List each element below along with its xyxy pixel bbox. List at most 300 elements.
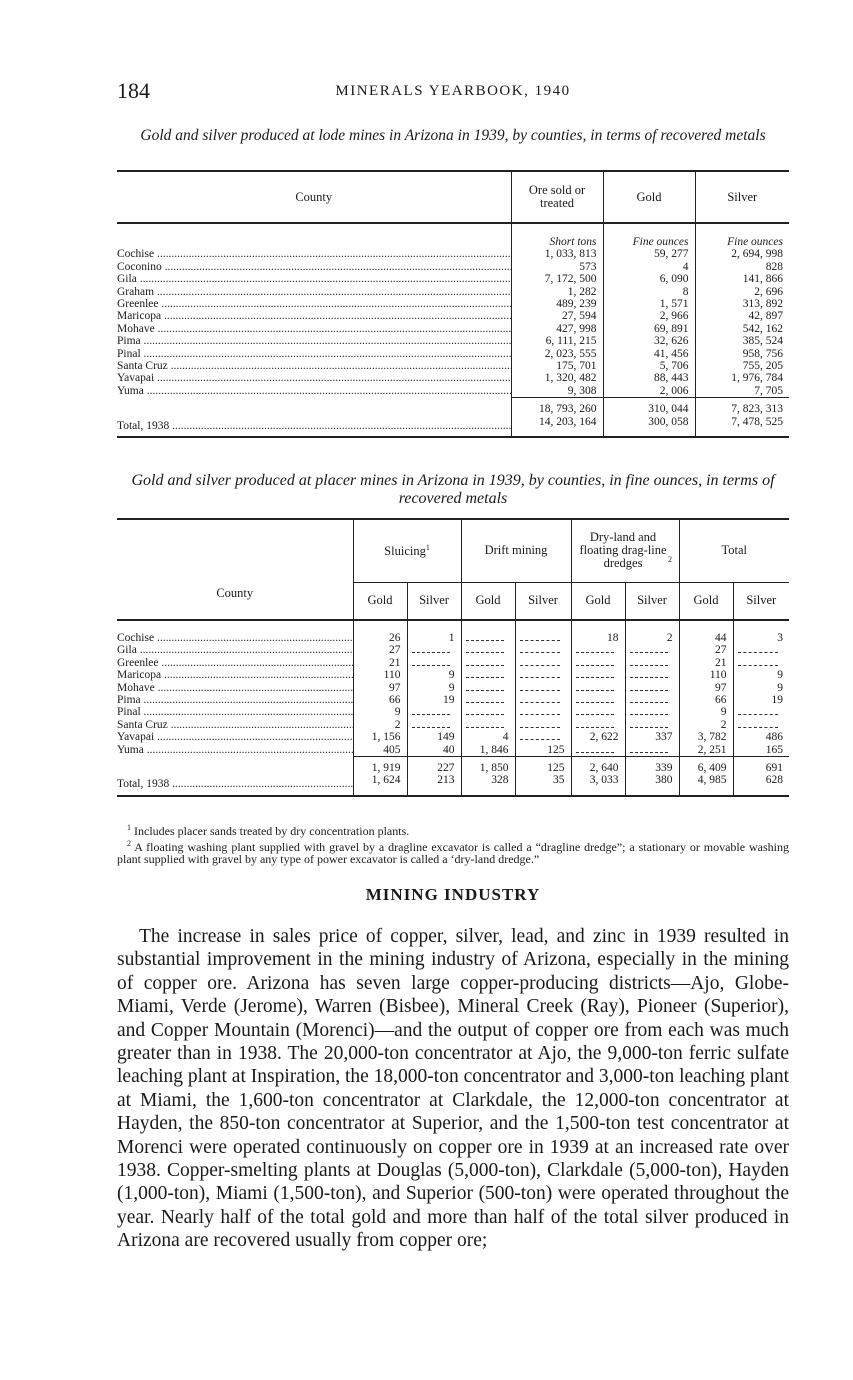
col-silver: Silver bbox=[695, 171, 789, 223]
table-row bbox=[117, 706, 789, 718]
county-cell bbox=[117, 286, 511, 298]
county-cell bbox=[117, 682, 353, 694]
total-1938-value-cell: 628 bbox=[733, 774, 789, 795]
value-cell: 27 bbox=[353, 644, 407, 656]
value-cell bbox=[571, 744, 625, 757]
table2-caption: Gold and silver produced at placer mines in Arizona in 1939, by counties, in fine ounces, in terms of recovered metals bbox=[131, 472, 775, 507]
value-cell bbox=[461, 706, 515, 718]
value-cell: 97 bbox=[679, 682, 733, 694]
total-1938-value-cell: 3, 033 bbox=[571, 774, 625, 795]
value-cell bbox=[461, 644, 515, 656]
subheader-gold: Gold bbox=[353, 582, 407, 620]
county-cell bbox=[117, 310, 511, 322]
total-1938-value-cell: 213 bbox=[407, 774, 461, 795]
gold-cell: 88, 443 bbox=[603, 372, 695, 384]
value-cell bbox=[571, 706, 625, 718]
total-1938-value-cell: 4, 985 bbox=[679, 774, 733, 795]
empty-dash bbox=[630, 694, 668, 703]
gold-cell: 41, 456 bbox=[603, 348, 695, 360]
total-1938-value-cell: 1, 624 bbox=[353, 774, 407, 795]
county-name: Gila ..... bbox=[117, 273, 511, 285]
value-cell: 66 bbox=[353, 694, 407, 706]
total-1938-value-cell: 380 bbox=[625, 774, 679, 795]
ore-cell: 2, 023, 555 bbox=[511, 348, 603, 360]
empty-dash bbox=[576, 657, 614, 666]
county-name: Mohave ..... bbox=[117, 323, 511, 335]
county-cell bbox=[117, 372, 511, 384]
lode-table-body bbox=[117, 223, 789, 437]
table-row bbox=[117, 657, 789, 669]
county-cell bbox=[117, 323, 511, 335]
county-name: Maricopa ..... bbox=[117, 669, 353, 681]
spacer-cell bbox=[515, 620, 571, 632]
value-cell: 19 bbox=[733, 694, 789, 706]
total-1938-value-cell: 35 bbox=[515, 774, 571, 795]
empty-dash bbox=[630, 644, 668, 653]
value-cell: 18 bbox=[571, 632, 625, 644]
county-cell bbox=[117, 694, 353, 706]
empty-dash bbox=[412, 706, 450, 715]
total-1938-label: Total, 1938 ..... bbox=[117, 420, 511, 432]
spacer-cell bbox=[461, 620, 515, 632]
subheader-gold: Gold bbox=[679, 582, 733, 620]
gold-cell: 2, 006 bbox=[603, 385, 695, 398]
value-cell: 3, 782 bbox=[679, 731, 733, 743]
table-row bbox=[117, 632, 789, 644]
value-cell: 19 bbox=[407, 694, 461, 706]
value-cell bbox=[571, 657, 625, 669]
silver-cell: 542, 162 bbox=[695, 323, 789, 335]
gold-cell: 1, 571 bbox=[603, 298, 695, 310]
value-cell bbox=[407, 657, 461, 669]
footnote-1-mark: 1 bbox=[127, 823, 131, 832]
total-1938-label: Total, 1938 ..... bbox=[117, 778, 353, 790]
value-cell bbox=[625, 706, 679, 718]
county-name: Pima ..... bbox=[117, 335, 511, 347]
value-cell bbox=[515, 682, 571, 694]
spacer-cell bbox=[407, 620, 461, 632]
total-silver-cell: 7, 823, 313 bbox=[695, 398, 789, 416]
empty-dash bbox=[520, 669, 559, 678]
subheader-silver: Silver bbox=[515, 582, 571, 620]
empty-dash bbox=[520, 657, 559, 666]
county-name: Pinal ..... bbox=[117, 706, 353, 718]
total-value-cell: 1, 919 bbox=[353, 757, 407, 775]
table1-caption: Gold and silver produced at lode mines in Arizona in 1939, by counties, in terms of recovered metals bbox=[140, 127, 766, 144]
empty-dash bbox=[576, 706, 614, 715]
county-name: Santa Cruz ..... bbox=[117, 719, 353, 731]
empty-dash bbox=[576, 694, 614, 703]
spacer-cell bbox=[353, 620, 407, 632]
value-cell: 4 bbox=[461, 731, 515, 743]
group-dredges-label: Dry-land and floating drag-line dredges bbox=[579, 530, 667, 571]
value-cell: 337 bbox=[625, 731, 679, 743]
placer-col-county: County bbox=[117, 519, 353, 620]
county-name: Graham ..... bbox=[117, 286, 511, 298]
value-cell bbox=[515, 719, 571, 731]
placer-mines-table bbox=[117, 518, 789, 797]
ore-cell: 1, 320, 482 bbox=[511, 372, 603, 384]
empty-dash bbox=[466, 682, 504, 691]
total-value-cell: 2, 640 bbox=[571, 757, 625, 775]
table-row bbox=[117, 348, 789, 360]
value-cell: 44 bbox=[679, 632, 733, 644]
group-dredges bbox=[571, 519, 679, 582]
county-cell bbox=[117, 348, 511, 360]
total-value-cell: 339 bbox=[625, 757, 679, 775]
silver-cell: 385, 524 bbox=[695, 335, 789, 347]
value-cell: 9 bbox=[679, 706, 733, 718]
footnote-1 bbox=[117, 822, 789, 838]
gold-cell: 32, 626 bbox=[603, 335, 695, 347]
total-1938-ore-cell: 14, 203, 164 bbox=[511, 416, 603, 437]
empty-dash bbox=[520, 719, 559, 728]
empty-dash bbox=[630, 744, 668, 753]
silver-cell: 1, 976, 784 bbox=[695, 372, 789, 384]
col-gold: Gold bbox=[603, 171, 695, 223]
total-value-cell: 227 bbox=[407, 757, 461, 775]
silver-cell: 7, 705 bbox=[695, 385, 789, 398]
value-cell: 21 bbox=[679, 657, 733, 669]
county-name: Pinal ..... bbox=[117, 348, 511, 360]
county-name: Cochise ..... bbox=[117, 632, 353, 644]
col-ore: Ore sold or treated bbox=[511, 171, 603, 223]
value-cell: 2 bbox=[679, 719, 733, 731]
ore-cell: 9, 308 bbox=[511, 385, 603, 398]
table-row bbox=[117, 310, 789, 322]
value-cell: 110 bbox=[353, 669, 407, 681]
gold-cell: 2, 966 bbox=[603, 310, 695, 322]
value-cell: 26 bbox=[353, 632, 407, 644]
group-sluicing bbox=[353, 519, 461, 582]
empty-dash bbox=[630, 682, 668, 691]
county-cell bbox=[117, 657, 353, 669]
empty-dash bbox=[576, 644, 614, 653]
subheader-gold: Gold bbox=[571, 582, 625, 620]
empty-dash bbox=[630, 669, 668, 678]
empty-dash bbox=[520, 694, 559, 703]
county-cell bbox=[117, 248, 511, 260]
group-sluicing-label: Sluicing bbox=[384, 543, 426, 558]
value-cell: 9 bbox=[733, 669, 789, 681]
col-county: County bbox=[117, 171, 511, 223]
value-cell bbox=[515, 731, 571, 743]
value-cell: 165 bbox=[733, 744, 789, 757]
footnotes bbox=[117, 822, 789, 866]
value-cell bbox=[515, 694, 571, 706]
table-row bbox=[117, 273, 789, 285]
table-row bbox=[117, 286, 789, 298]
table-row bbox=[117, 644, 789, 656]
total-1938-silver-cell: 7, 478, 525 bbox=[695, 416, 789, 437]
value-cell: 9 bbox=[407, 682, 461, 694]
county-cell bbox=[117, 360, 511, 372]
empty-dash bbox=[466, 669, 504, 678]
subheader-silver: Silver bbox=[733, 582, 789, 620]
empty-dash bbox=[520, 644, 559, 653]
total-gold-cell: 310, 044 bbox=[603, 398, 695, 416]
county-name: Mohave ..... bbox=[117, 682, 353, 694]
total-value-cell: 6, 409 bbox=[679, 757, 733, 775]
ore-cell: 573 bbox=[511, 261, 603, 273]
unit-silver: Fine ounces bbox=[695, 223, 789, 248]
silver-cell: 755, 205 bbox=[695, 360, 789, 372]
empty-dash bbox=[520, 731, 559, 740]
value-cell: 2 bbox=[625, 632, 679, 644]
footnote-1-text: Includes placer sands treated by dry concentration plants. bbox=[134, 824, 410, 838]
value-cell bbox=[625, 644, 679, 656]
empty-dash bbox=[738, 719, 778, 728]
total-label-blank bbox=[117, 398, 511, 416]
empty-dash bbox=[576, 682, 614, 691]
silver-cell: 828 bbox=[695, 261, 789, 273]
value-cell: 27 bbox=[679, 644, 733, 656]
value-cell bbox=[515, 669, 571, 681]
value-cell bbox=[461, 694, 515, 706]
empty-dash bbox=[576, 719, 614, 728]
total-value-cell: 125 bbox=[515, 757, 571, 775]
total-value-cell: 1, 850 bbox=[461, 757, 515, 775]
value-cell bbox=[515, 706, 571, 718]
empty-dash bbox=[630, 657, 668, 666]
value-cell: 21 bbox=[353, 657, 407, 669]
table-row bbox=[117, 261, 789, 273]
value-cell bbox=[461, 682, 515, 694]
county-cell bbox=[117, 706, 353, 718]
value-cell: 2, 251 bbox=[679, 744, 733, 757]
value-cell: 9 bbox=[733, 682, 789, 694]
value-cell bbox=[571, 644, 625, 656]
county-cell bbox=[117, 731, 353, 743]
placer-table-body bbox=[117, 620, 789, 796]
table-row bbox=[117, 385, 789, 398]
value-cell bbox=[515, 657, 571, 669]
table-row bbox=[117, 694, 789, 706]
value-cell: 1 bbox=[407, 632, 461, 644]
empty-dash bbox=[412, 657, 450, 666]
value-cell bbox=[407, 706, 461, 718]
table-row bbox=[117, 372, 789, 384]
gold-cell: 8 bbox=[603, 286, 695, 298]
empty-dash bbox=[630, 706, 668, 715]
table-row bbox=[117, 669, 789, 681]
value-cell bbox=[461, 632, 515, 644]
county-name: Maricopa ..... bbox=[117, 310, 511, 322]
value-cell bbox=[733, 719, 789, 731]
lode-mines-table bbox=[117, 170, 789, 438]
footnote-ref-1: 1 bbox=[425, 542, 430, 552]
body-paragraph: The increase in sales price of copper, silver, lead, and zinc in 1939 resulted in substantial improvement in the mining industry of Arizona, especially in the mining of copper ore. Arizona has seven large copper-producing districts—Ajo, Globe-Miami, Verde (Jerome), Warren (Bisbee), Mineral Creek (Ray), Pioneer (Superior), and Copper Mountain (Morenci)—and the output of copper ore from each was much greater than in 1938. The 20,000-ton concentrator at Ajo, the 9,000-ton ferric sulfate leaching plant at Inspiration, the 18,000-ton concentrator and 3,000-ton leaching plant at Miami, the 1,600-ton concentrator at Clarkdale, the 12,000-ton concentrator at Hayden, the 850-ton concentrator at Superior, and the 1,500-ton test concentrator at Morenci were operated continuously on copper ore in 1939 at an increased rate over 1938. Copper-smelting plants at Douglas (5,000-ton), Clarkdale (5,000-ton), Hayden (1,000-ton), Miami (1,500-ton), and Superior (500-ton) were operated throughout the year. Nearly half of the total gold and more than half of the total silver produced in Arizona are recovered usually from copper ore; bbox=[117, 926, 790, 1252]
total-ore-cell: 18, 793, 260 bbox=[511, 398, 603, 416]
value-cell bbox=[571, 669, 625, 681]
county-cell bbox=[117, 273, 511, 285]
spacer-cell bbox=[625, 620, 679, 632]
county-cell bbox=[117, 669, 353, 681]
subheader-silver: Silver bbox=[625, 582, 679, 620]
empty-dash bbox=[466, 719, 504, 728]
county-name: Gila ..... bbox=[117, 644, 353, 656]
spacer-cell bbox=[117, 620, 353, 632]
value-cell: 66 bbox=[679, 694, 733, 706]
value-cell bbox=[733, 657, 789, 669]
county-name: Yavapai ..... bbox=[117, 372, 511, 384]
value-cell: 125 bbox=[515, 744, 571, 757]
value-cell bbox=[625, 682, 679, 694]
value-cell bbox=[407, 644, 461, 656]
section-title: MINING INDUSTRY bbox=[365, 885, 541, 904]
county-name: Yuma ..... bbox=[117, 744, 353, 756]
table-row bbox=[117, 298, 789, 310]
value-cell: 1, 156 bbox=[353, 731, 407, 743]
group-drift: Drift mining bbox=[461, 519, 571, 582]
empty-dash bbox=[412, 719, 450, 728]
table-row bbox=[117, 323, 789, 335]
ore-cell: 1, 282 bbox=[511, 286, 603, 298]
running-head: MINERALS YEARBOOK, 1940 bbox=[335, 83, 571, 99]
county-cell bbox=[117, 335, 511, 347]
value-cell bbox=[461, 657, 515, 669]
table-row bbox=[117, 360, 789, 372]
footnote-2 bbox=[117, 838, 789, 866]
value-cell bbox=[733, 644, 789, 656]
footnote-2-mark: 2 bbox=[127, 838, 131, 848]
table-row bbox=[117, 248, 789, 260]
unit-ore: Short tons bbox=[511, 223, 603, 248]
silver-cell: 958, 756 bbox=[695, 348, 789, 360]
silver-cell: 2, 694, 998 bbox=[695, 248, 789, 260]
gold-cell: 6, 090 bbox=[603, 273, 695, 285]
subheader-gold: Gold bbox=[461, 582, 515, 620]
value-cell bbox=[515, 644, 571, 656]
silver-cell: 313, 892 bbox=[695, 298, 789, 310]
county-name: Pima ..... bbox=[117, 694, 353, 706]
table-row bbox=[117, 682, 789, 694]
total-label-blank bbox=[117, 757, 353, 775]
group-total: Total bbox=[679, 519, 789, 582]
total-row bbox=[117, 398, 789, 416]
value-cell bbox=[407, 719, 461, 731]
value-cell: 486 bbox=[733, 731, 789, 743]
value-cell: 149 bbox=[407, 731, 461, 743]
value-cell: 110 bbox=[679, 669, 733, 681]
value-cell bbox=[571, 719, 625, 731]
total-1938-label-cell bbox=[117, 774, 353, 795]
value-cell bbox=[625, 694, 679, 706]
value-cell: 9 bbox=[407, 669, 461, 681]
county-name: Santa Cruz ..... bbox=[117, 360, 511, 372]
table-row bbox=[117, 744, 789, 757]
county-cell bbox=[117, 719, 353, 731]
total-1938-gold-cell: 300, 058 bbox=[603, 416, 695, 437]
total-1938-row bbox=[117, 774, 789, 795]
subheader-silver: Silver bbox=[407, 582, 461, 620]
value-cell bbox=[571, 682, 625, 694]
footnote-2-text: A floating washing plant supplied with gravel by a dragline excavator is called a “dragline dredge”; a stationary or movable washing plant supplied with gravel by any type of power excavator is called a ‘dry-land dredge.” bbox=[117, 839, 790, 866]
value-cell: 3 bbox=[733, 632, 789, 644]
county-name: Cochise ..... bbox=[117, 248, 511, 260]
gold-cell: 69, 891 bbox=[603, 323, 695, 335]
empty-dash bbox=[738, 644, 778, 653]
ore-cell: 27, 594 bbox=[511, 310, 603, 322]
ore-cell: 1, 033, 813 bbox=[511, 248, 603, 260]
table-row bbox=[117, 335, 789, 347]
empty-dash bbox=[738, 706, 778, 715]
total-1938-label-cell bbox=[117, 416, 511, 437]
empty-dash bbox=[520, 682, 559, 691]
table-row bbox=[117, 719, 789, 731]
value-cell: 40 bbox=[407, 744, 461, 757]
value-cell: 2 bbox=[353, 719, 407, 731]
empty-dash bbox=[466, 644, 504, 653]
total-1938-value-cell: 328 bbox=[461, 774, 515, 795]
value-cell bbox=[733, 706, 789, 718]
county-cell bbox=[117, 298, 511, 310]
value-cell bbox=[461, 669, 515, 681]
ore-cell: 175, 701 bbox=[511, 360, 603, 372]
value-cell: 1, 846 bbox=[461, 744, 515, 757]
county-cell bbox=[117, 261, 511, 273]
county-name: Greenlee ..... bbox=[117, 657, 353, 669]
total-value-cell: 691 bbox=[733, 757, 789, 775]
ore-cell: 427, 998 bbox=[511, 323, 603, 335]
county-cell bbox=[117, 632, 353, 644]
page-header bbox=[117, 78, 789, 106]
spacer-cell bbox=[571, 620, 625, 632]
county-name: Coconino ..... bbox=[117, 261, 511, 273]
empty-dash bbox=[520, 706, 559, 715]
value-cell bbox=[625, 657, 679, 669]
empty-dash bbox=[466, 706, 504, 715]
empty-dash bbox=[576, 669, 614, 678]
value-cell: 2, 622 bbox=[571, 731, 625, 743]
county-cell bbox=[117, 385, 511, 398]
empty-dash bbox=[738, 657, 778, 666]
total-row bbox=[117, 757, 789, 775]
page-number: 184 bbox=[117, 78, 150, 103]
ore-cell: 7, 172, 500 bbox=[511, 273, 603, 285]
ore-cell: 6, 111, 215 bbox=[511, 335, 603, 347]
gold-cell: 5, 706 bbox=[603, 360, 695, 372]
county-name: Yavapai ..... bbox=[117, 731, 353, 743]
county-name: Yuma ..... bbox=[117, 385, 511, 397]
county-name: Greenlee ..... bbox=[117, 298, 511, 310]
silver-cell: 2, 696 bbox=[695, 286, 789, 298]
value-cell bbox=[625, 744, 679, 757]
empty-dash bbox=[630, 719, 668, 728]
value-cell bbox=[515, 632, 571, 644]
empty-dash bbox=[576, 744, 614, 753]
table-row bbox=[117, 731, 789, 743]
value-cell bbox=[571, 694, 625, 706]
silver-cell: 141, 866 bbox=[695, 273, 789, 285]
footnote-ref-2: 2 bbox=[668, 555, 673, 565]
value-cell bbox=[461, 719, 515, 731]
value-cell: 9 bbox=[353, 706, 407, 718]
spacer-cell bbox=[733, 620, 789, 632]
silver-cell: 42, 897 bbox=[695, 310, 789, 322]
empty-dash bbox=[412, 644, 450, 653]
ore-cell: 489, 239 bbox=[511, 298, 603, 310]
spacer-row bbox=[117, 620, 789, 632]
unit-gold: Fine ounces bbox=[603, 223, 695, 248]
total-1938-row bbox=[117, 416, 789, 437]
empty-dash bbox=[520, 632, 559, 641]
county-cell bbox=[117, 644, 353, 656]
gold-cell: 4 bbox=[603, 261, 695, 273]
spacer-cell bbox=[679, 620, 733, 632]
empty-dash bbox=[466, 657, 504, 666]
units-row bbox=[117, 223, 789, 248]
